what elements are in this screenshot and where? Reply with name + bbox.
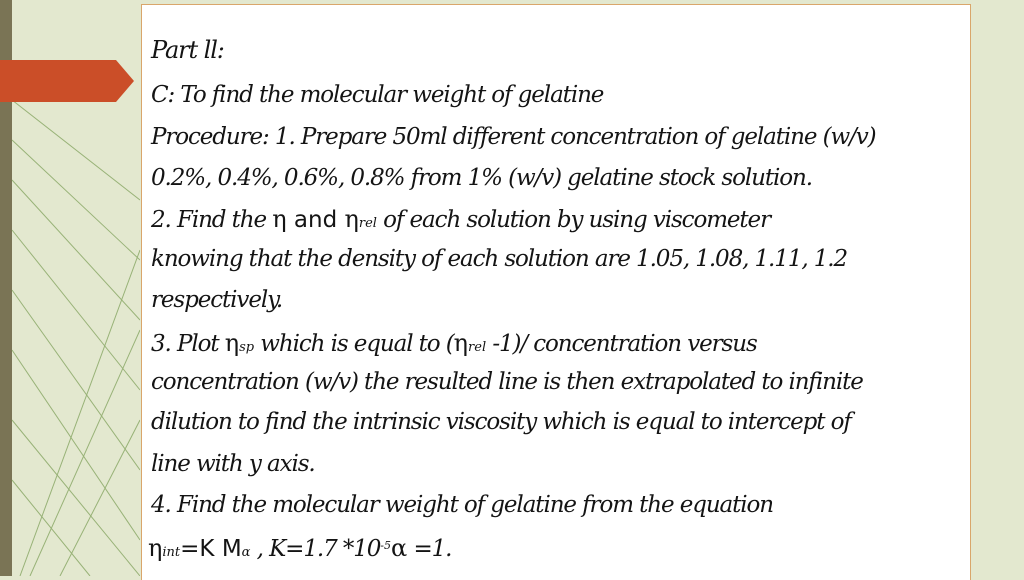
alpha-symbol: α xyxy=(391,534,408,562)
eta-symbol: η xyxy=(453,329,469,357)
accent-tab xyxy=(0,60,134,102)
deco-line xyxy=(12,350,140,540)
eta-symbol: η xyxy=(272,205,287,233)
procedure-line-4: knowing that the density of each solution are 1.05, 1.08, 1.11, 1.2 xyxy=(151,246,848,272)
line6-end: -1)/ concentration versus xyxy=(486,331,757,357)
procedure-line-6 xyxy=(151,331,757,356)
procedure-line-7: concentration (w/v) the resulted line is then extrapolated to infinite xyxy=(151,369,863,395)
alpha-value: =1. xyxy=(407,536,452,562)
line3-start: 2. Find the xyxy=(151,207,273,233)
line6-start: 3. Plot xyxy=(151,331,225,357)
slide-title: Part ll: xyxy=(151,36,224,64)
procedure-line-8: dilution to find the intrinsic viscosity which is equal to intercept of xyxy=(151,409,851,435)
deco-line xyxy=(20,250,140,576)
and-word: and xyxy=(286,207,345,233)
rel-subscript: rel xyxy=(358,216,377,231)
procedure-line-5: respectively. xyxy=(151,287,283,313)
equation-line xyxy=(148,536,451,561)
equation-km: =K M xyxy=(180,536,242,562)
procedure-line-10: 4. Find the molecular weight of gelatine from the equation xyxy=(151,492,774,518)
line6-mid: which is equal to ( xyxy=(254,331,454,357)
procedure-line-3 xyxy=(151,207,770,232)
eta-symbol: η xyxy=(344,205,359,233)
procedure-line-2: 0.2%, 0.4%, 0.6%, 0.8% from 1% (w/v) gelatine stock solution. xyxy=(151,165,812,191)
deco-line xyxy=(12,100,140,200)
eta-symbol: η xyxy=(224,329,240,357)
line3-end: of each solution by using viscometer xyxy=(376,207,770,233)
alpha-subscript: α xyxy=(241,545,251,560)
procedure-line-1: Procedure: 1. Prepare 50ml different concentration of gelatine (w/v) xyxy=(151,124,876,150)
eta-symbol: η xyxy=(148,534,163,562)
slide-subtitle: C: To find the molecular weight of gelatine xyxy=(151,82,604,108)
deco-line xyxy=(60,420,140,576)
deco-line xyxy=(12,230,140,390)
int-subscript: int xyxy=(162,545,181,560)
sp-subscript: sp xyxy=(239,340,255,355)
rel-subscript: rel xyxy=(468,340,487,355)
equation-k-value: , K=1.7 *10 xyxy=(250,536,381,562)
procedure-line-9: line with y axis. xyxy=(151,451,315,477)
deco-line xyxy=(12,180,140,320)
exponent: -5 xyxy=(380,539,392,552)
deco-line xyxy=(12,140,140,260)
